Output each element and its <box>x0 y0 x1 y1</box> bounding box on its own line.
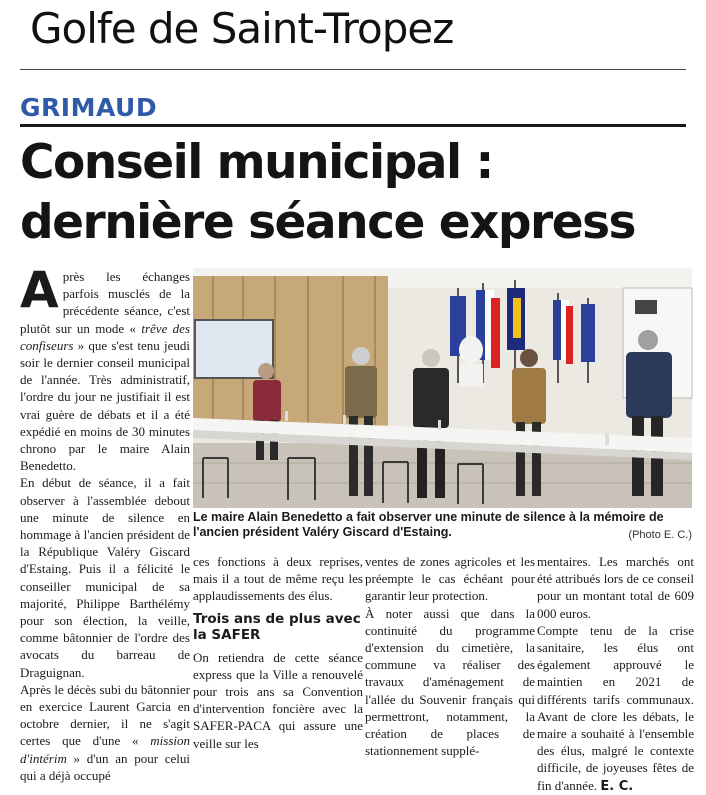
photo-caption: Le maire Alain Benedetto a fait observer une minute de silence à la mémoire de l'ancien président Valéry Giscard d'Estaing. <box>193 510 664 539</box>
paragraph: En début de séance, il a fait observer à l'assemblée debout une minute de silence en hommage à l'ancien président de la République Valéry Giscard d'Estaing. Puis il a félicité le conseiller municipal de sa majorité, Philippe Barthélémy pour son élection, la veille, comme bâtonnier de l'ordre des avocats du barreau de Draguignan. <box>20 475 190 680</box>
paragraph: Après le décès subi du bâtonnier en exercice Laurent Garcia en octobre dernier, il ne s'agit certes que d'une « mission d'intérim » d'un an pour celui qui a déjà occupé <box>20 681 190 783</box>
paragraph: mentaires. Les marchés ont été attribués lors de ce conseil pour un montant total de 609 000 euros. <box>537 554 694 621</box>
article-column-3 <box>365 553 535 759</box>
paragraph: On retiendra de cette séance express que la Ville a renouvelé pour trois ans sa Convention d'intervention foncière avec la SAFER-PACA qui assure une veille sur les <box>193 649 363 751</box>
article-column-2 <box>193 553 363 752</box>
headline-line-2: dernière séance express <box>20 195 636 250</box>
kicker-location: GRIMAUD <box>20 93 158 122</box>
paragraph: Après les échanges parfois musclés de la précédente séance, c'est plutôt sur un mode « trêve des confiseurs » que s'est tenu jeudi soir le dernier conseil municipal de l'année. Très administratif, l'ordre du jour ne justifiait il est vrai guère de débats et il a été expédié en moins de 30 minutes chrono par le maire Alain Benedetto. <box>20 261 191 474</box>
kicker-rule <box>20 124 686 127</box>
drop-cap: A <box>20 261 59 319</box>
photo-credit: (Photo E. C.) <box>628 529 692 541</box>
top-rule <box>20 69 686 70</box>
subheading: Trois ans de plus avec la SAFER <box>193 610 361 643</box>
quote-emphasis: mission d'intérim <box>20 733 190 766</box>
quote-emphasis: trêve des confiseurs <box>20 320 191 353</box>
headline <box>20 133 690 253</box>
meeting-photo-illustration <box>193 268 692 508</box>
paragraph: ventes de zones agricoles et les préempte le cas échéant pour garantir leur protection. <box>365 554 535 604</box>
headline-line-1: Conseil municipal : <box>20 135 493 190</box>
author-signature: E. C. <box>600 778 634 794</box>
paragraph: ces fonctions à deux reprises, mais il a tout de même reçu les applaudissements des élus. <box>193 554 363 604</box>
meeting-photo <box>193 268 692 508</box>
paragraph: À noter aussi que dans la continuité du programme d'extension du cimetière, la commune va réaliser des travaux d'aménagement de l'allée du Souvenir français qui permettront, notamment, la création de places de stationnement supplé- <box>365 605 535 759</box>
paragraph: Compte tenu de la crise sanitaire, les élus ont également approuvé le maintien en 2021 de différents tarifs communaux. Avant de clore les débats, le maire a souhaité à l'ensemble des élus, malgré le contexte difficile, de joyeuses fêtes de fin d'année. E. C. <box>537 622 694 794</box>
article-column-1 <box>20 261 191 784</box>
article-column-4 <box>537 553 694 795</box>
section-title: Golfe de Saint-Tropez <box>30 4 454 53</box>
